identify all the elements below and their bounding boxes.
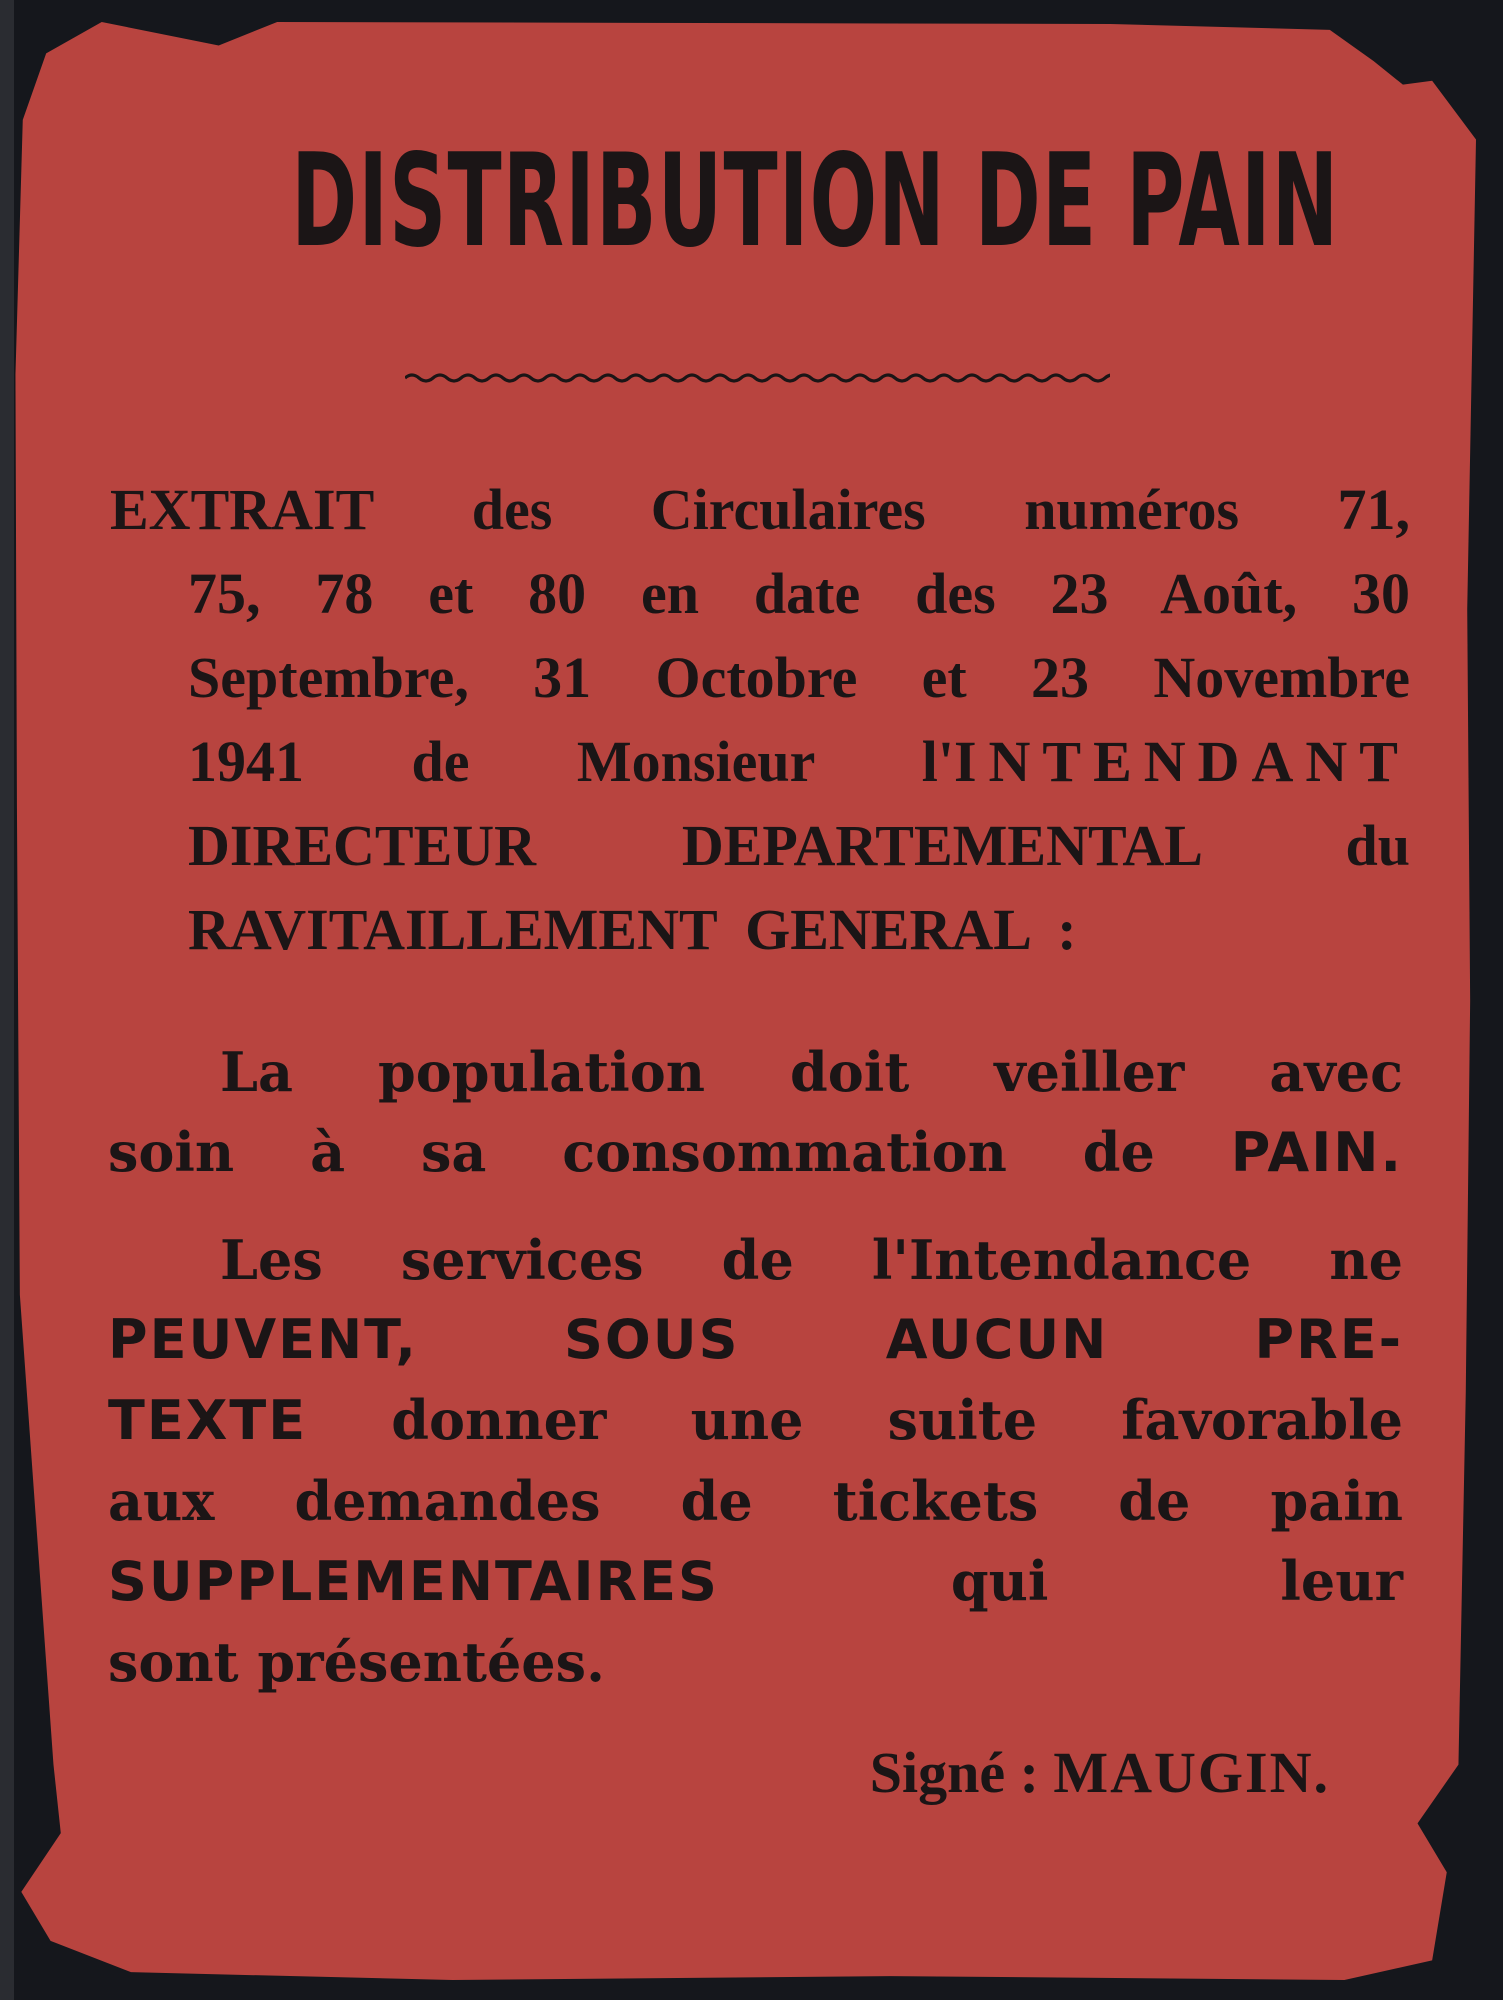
extract-line-1-text: des Circulaires numéros 71,: [471, 477, 1411, 542]
extract-line-1: [110, 468, 1410, 552]
extract-line-2: 75, 78 et 80 en date des 23 Août, 30: [188, 561, 1410, 626]
paragraph-2-line-3-text: donner une suite favorable: [391, 1388, 1403, 1452]
extract-line-5: [110, 804, 1410, 888]
frame-edge: [0, 0, 14, 2000]
extract-line-4-text: 1941 de Monsieur l': [188, 729, 954, 794]
texte-word: TEXTE: [108, 1389, 308, 1452]
signature: [770, 1733, 1330, 1813]
extract-line-6: RAVITAILLEMENT GENERAL :: [188, 897, 1077, 962]
paragraph-2-line-3: [108, 1380, 1403, 1461]
extract-label: EXTRAIT: [110, 477, 374, 542]
extract-line-4: [110, 720, 1410, 804]
poster-title: DISTRIBUTION DE PAIN: [291, 127, 1340, 276]
paragraph-1-line-2-text: soin à sa consommation de: [108, 1120, 1155, 1184]
extract-line-5-text: du: [1345, 813, 1410, 878]
paragraph-2-line-1: Les services de l'Intendance ne: [220, 1228, 1403, 1292]
pain-word: PAIN.: [1230, 1121, 1403, 1184]
paragraph-1-line-2: [108, 1112, 1403, 1193]
director-title: DIRECTEUR DEPARTEMENTAL: [188, 813, 1200, 878]
paragraph-2-line-5: [108, 1541, 1403, 1622]
paragraph-2-line-4: aux demandes de tickets de pain: [108, 1469, 1403, 1533]
paragraph-1-line-1: La population doit veiller avec: [220, 1040, 1403, 1104]
wavy-divider: [405, 370, 1110, 386]
extract-block: [110, 468, 1410, 972]
paragraph-2-line-2: PEUVENT, SOUS AUCUN PRE-: [108, 1308, 1403, 1371]
paragraph-2-line-6: sont présentées.: [108, 1630, 605, 1694]
intendant-word: INTENDANT: [953, 729, 1410, 794]
supplementaires-word: SUPPLEMENTAIRES: [108, 1550, 719, 1613]
paragraph-2: [108, 1220, 1403, 1702]
signature-name: MAUGIN.: [1053, 1740, 1330, 1805]
signature-prefix: Signé :: [869, 1740, 1039, 1805]
paragraph-1: [108, 1032, 1403, 1193]
paragraph-2-line-5-text: qui leur: [950, 1549, 1403, 1613]
extract-line-3: Septembre, 31 Octobre et 23 Novembre: [188, 645, 1410, 710]
